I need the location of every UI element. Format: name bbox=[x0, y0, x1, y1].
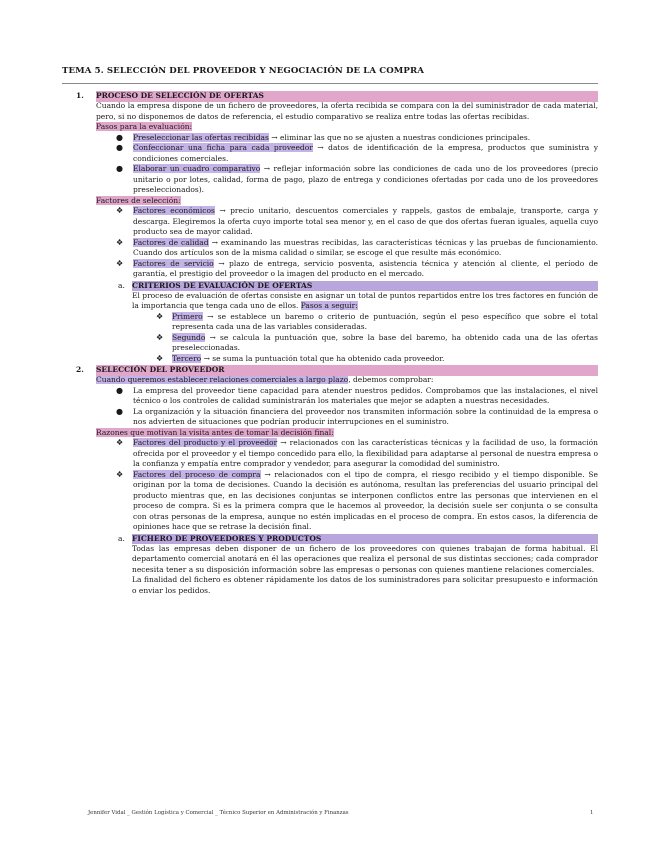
page-number: 1 bbox=[590, 810, 594, 816]
subsection-2a-paragraph-2: La finalidad del fichero es obtener rápidamente los datos de los suministradores para solicitar presupuesto e información o enviar los pedidos. bbox=[132, 575, 598, 595]
section-2-heading: 2. SELECCIÓN DEL PROVEEDOR bbox=[62, 365, 598, 375]
subsection-2a-paragraph-1: Todas las empresas deben disponer de un fichero de los proveedores con quienes trabajan de forma habitual. El departamento comercial anotará en él las operaciones que realiza el personal de sus distintas secciones; cada comprador necesita tener a su disposición información sobre las empresas o personas con quienes mantiene relaciones comerciales. bbox=[132, 543, 598, 574]
page-footer: Jennifer Vidal _ Gestión Logística y Comercial _ Técnico Superior en Administración y Finanzas bbox=[88, 810, 349, 816]
diamond-bullet-icon: ❖ bbox=[116, 438, 124, 447]
list-item: ❖ Primero → se establece un baremo o criterio de puntuación, según el peso específico que sobre el total representa cada una de las variables consideradas. bbox=[156, 311, 598, 331]
list-item: ❖ Segundo → se calcula la puntuación que, sobre la base del baremo, ha obtenido cada una de las ofertas preseleccionadas. bbox=[156, 332, 599, 352]
section-1-intro: Cuando la empresa dispone de un fichero de proveedores, la oferta recibida se compara con la del suministrador de cada material, pero, si no disponemos de datos de referencia, el estudio comparativo se realiza entre todas las ofertas recibidas. bbox=[96, 101, 598, 121]
diamond-bullet-icon: ❖ bbox=[156, 311, 164, 321]
steps-label: Pasos para la evaluación: bbox=[96, 122, 193, 131]
list-item: ● La empresa del proveedor tiene capacidad para atender nuestros pedidos. Comprobamos que las instalaciones, el nivel técnico o los controles de calidad suministrarán los materiales que mejor se adapten a nuestras necesidades. bbox=[116, 385, 598, 405]
list-item: ● Elaborar un cuadro comparativo → reflejar información sobre las condiciones de cada uno de los proveedores (precio unitario o por lotes, calidad, forma de pago, plazo de entrega y condiciones ofertadas por cada uno de los proveedores preseleccionados). bbox=[116, 164, 598, 194]
subsection-2a-heading: a. FICHERO DE PROVEEDORES Y PRODUCTOS bbox=[62, 534, 598, 544]
title-divider bbox=[62, 83, 598, 84]
factors-label: Factores de selección: bbox=[96, 195, 181, 205]
page-title: TEMA 5. SELECCIÓN DEL PROVEEDOR Y NEGOCIACIÓN DE LA COMPRA bbox=[62, 66, 424, 76]
list-item: ● Preseleccionar las ofertas recibidas → eliminar las que no se ajusten a nuestras condiciones principales. bbox=[116, 132, 531, 142]
bullet-icon: ● bbox=[116, 385, 123, 395]
supplier-checks-list bbox=[62, 386, 598, 428]
list-item: ❖ Factores de calidad → examinando las muestras recibidas, las características técnicas y las pruebas de funcionamiento. Cuando dos artículos son de la misma calidad o similar, se escoge el que resulte más económico. bbox=[116, 237, 598, 257]
bullet-icon: ● bbox=[116, 132, 123, 142]
list-item: ❖ Factores económicos → precio unitario, descuentos comerciales y rappels, gastos de embalaje, transporte, carga y descarga. Elegiremos la oferta cuyo importe total sea menor y, en el caso de que dos ofertas fueran iguales, aquella cuyo producto sea de mayor calidad. bbox=[116, 206, 599, 236]
bullet-icon: ● bbox=[116, 164, 123, 173]
list-item: ❖ Factores del producto y el proveedor → relacionados con las características técnicas y la facilidad de uso, la formación ofrecida por el proveedor y el tiempo concedido para ello, la flexibilidad para adaptarse al personal de nuestra empresa o la confianza y empatía entre comprador y vendedor, para asegurar la comodidad del suministro. bbox=[116, 438, 598, 468]
subsection-1a-heading: a. CRITERIOS DE EVALUACIÓN DE OFERTAS bbox=[62, 281, 598, 291]
diamond-bullet-icon: ❖ bbox=[156, 332, 164, 342]
diamond-bullet-icon: ❖ bbox=[116, 206, 124, 215]
diamond-bullet-icon: ❖ bbox=[156, 353, 164, 363]
list-item: ● La organización y la situación financiera del proveedor nos transmiten información sobre la continuidad de la empresa o nos advierten de situaciones que podrían producir interrupciones en el suministro. bbox=[116, 406, 598, 426]
bullet-icon: ● bbox=[116, 406, 123, 416]
section-2-intro: Cuando queremos establecer relaciones comerciales a largo plazo, debemos comprobar: bbox=[96, 375, 434, 384]
criteria-steps-list bbox=[62, 312, 598, 365]
list-item: ❖ Factores de servicio → plazo de entrega, servicio posventa, asistencia técnica y atención al cliente, el período de garantía, el prestigio del proveedor o la imagen del producto en el mercado. bbox=[116, 258, 598, 278]
document-body bbox=[62, 90, 598, 596]
evaluation-steps-list bbox=[62, 133, 598, 196]
list-item: ❖ Tercero → se suma la puntuación total que ha obtenido cada proveedor. bbox=[156, 353, 445, 363]
diamond-bullet-icon: ❖ bbox=[116, 237, 124, 247]
section-1-heading: 1. PROCESO DE SELECCIÓN DE OFERTAS bbox=[62, 91, 598, 101]
reasons-label: Razones que motivan la visita antes de tomar la decisión final: bbox=[96, 427, 334, 437]
subsection-1a-intro: El proceso de evaluación de ofertas consiste en asignar un total de puntos repartidos entre los tres factores en función de la importancia que tenga cada uno de ellos. Pasos a seguir: bbox=[132, 290, 598, 310]
selection-factors-list bbox=[62, 206, 598, 280]
bullet-icon: ● bbox=[116, 143, 123, 152]
list-item: ❖ Factores del proceso de compra → relacionados con el tipo de compra, el riesgo recibido y el tiempo disponible. Se originan por la toma de decisiones. Cuando la decisión es autónoma, resultan las preferencias del usuario principal del producto mientras que, en las decisiones conjuntas se interponen conflictos entre las personas que intervienen en el proceso de compra. Si es la primera compra que le hacemos al proveedor, la decisión suele ser conjunta o se consulta con otras personas de la empresa, aunque no estén implicadas en el proceso de compra. En estos casos, la diferencia de opiniones hace que se retrase la decisión final. bbox=[116, 469, 598, 531]
list-item: ● Confeccionar una ficha para cada proveedor → datos de identificación de la empresa, productos que suministra y condiciones comerciales. bbox=[116, 143, 599, 163]
diamond-bullet-icon: ❖ bbox=[116, 258, 124, 268]
visit-reasons-list bbox=[62, 438, 598, 533]
diamond-bullet-icon: ❖ bbox=[116, 469, 124, 479]
